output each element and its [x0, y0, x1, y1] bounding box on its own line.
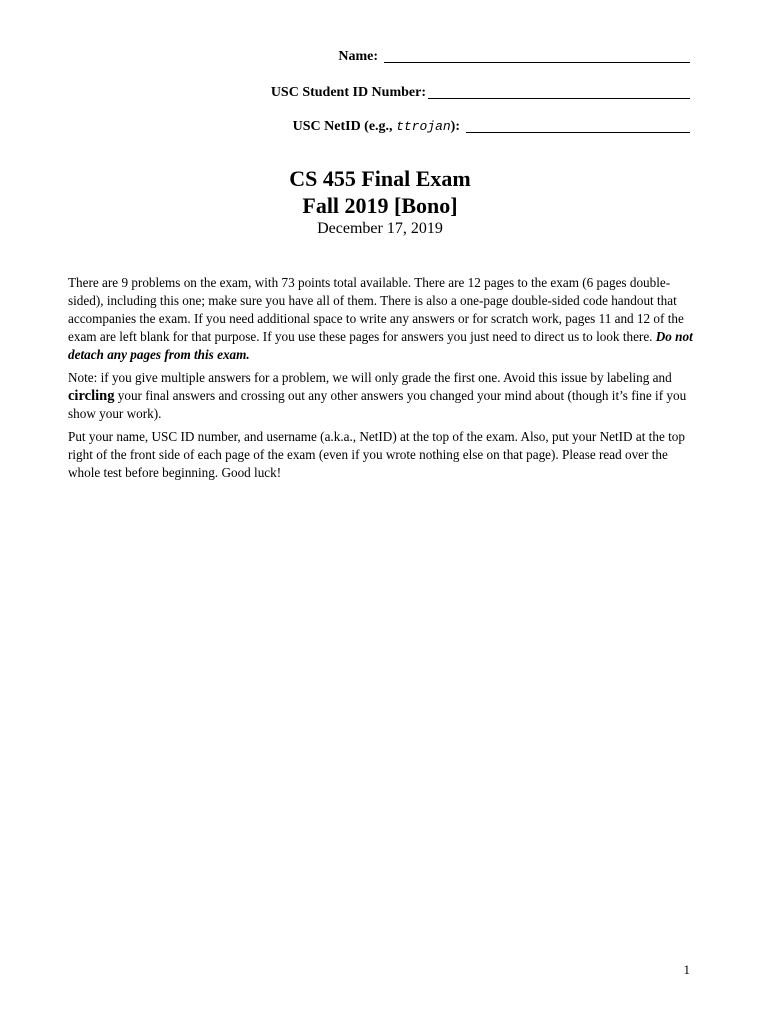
instructions-p2-circling: circling — [68, 388, 115, 404]
exam-date: December 17, 2019 — [317, 220, 443, 237]
name-blank-line — [384, 48, 690, 63]
instructions-p2-text-a: Note: if you give multiple answers for a problem, we will only grade the first one. Avoid this issue by labeling and — [68, 370, 672, 385]
instructions-paragraph-2 — [68, 369, 698, 423]
instructions-p1-text: There are 9 problems on the exam, with 73 points total available. There are 12 pages to the exam (6 pages double-sided), including this one; make sure you have all of them. There is also a one-page double-sided code handout that accompanies the exam. If you need additional space to write any answers or for scratch work, pages 11 and 12 of the exam are left blank for that purpose. If you use these pages for answers you just need to direct us to look there. — [68, 275, 684, 344]
netid-field-row — [293, 118, 690, 135]
student-id-blank-line — [428, 84, 690, 99]
instructions-p2-text-b: your final answers and crossing out any other answers you changed your mind about (though it’s fine if you show your work). — [68, 388, 687, 421]
student-id-label: USC Student ID Number: — [270, 85, 426, 100]
netid-label-suffix: ): — [450, 119, 460, 134]
instructions-p1-emphasis: Do not detach any pages from this exam. — [68, 329, 693, 362]
instructions-paragraph-1 — [68, 274, 698, 364]
netid-blank-line — [466, 118, 690, 133]
exam-title-block — [0, 165, 760, 239]
exam-course-title: CS 455 Final Exam — [289, 166, 471, 191]
exam-term: Fall 2019 [Bono] — [302, 193, 458, 218]
instructions-paragraph-3: Put your name, USC ID number, and username (a.k.a., NetID) at the top of the exam. Also, put your NetID at the top right of the front side of each page of the exam (even if you wrote nothing else on that page). Please read over the whole test before beginning. Good luck! — [68, 429, 685, 480]
netid-label-prefix: USC NetID (e.g., — [292, 119, 397, 134]
student-id-field-row — [271, 84, 690, 101]
netid-label — [293, 119, 460, 135]
page-number: 1 — [683, 962, 690, 977]
name-label: Name: — [338, 49, 378, 64]
instructions — [68, 274, 698, 487]
netid-example: ttrojan — [396, 119, 451, 134]
name-field-row — [338, 48, 690, 65]
